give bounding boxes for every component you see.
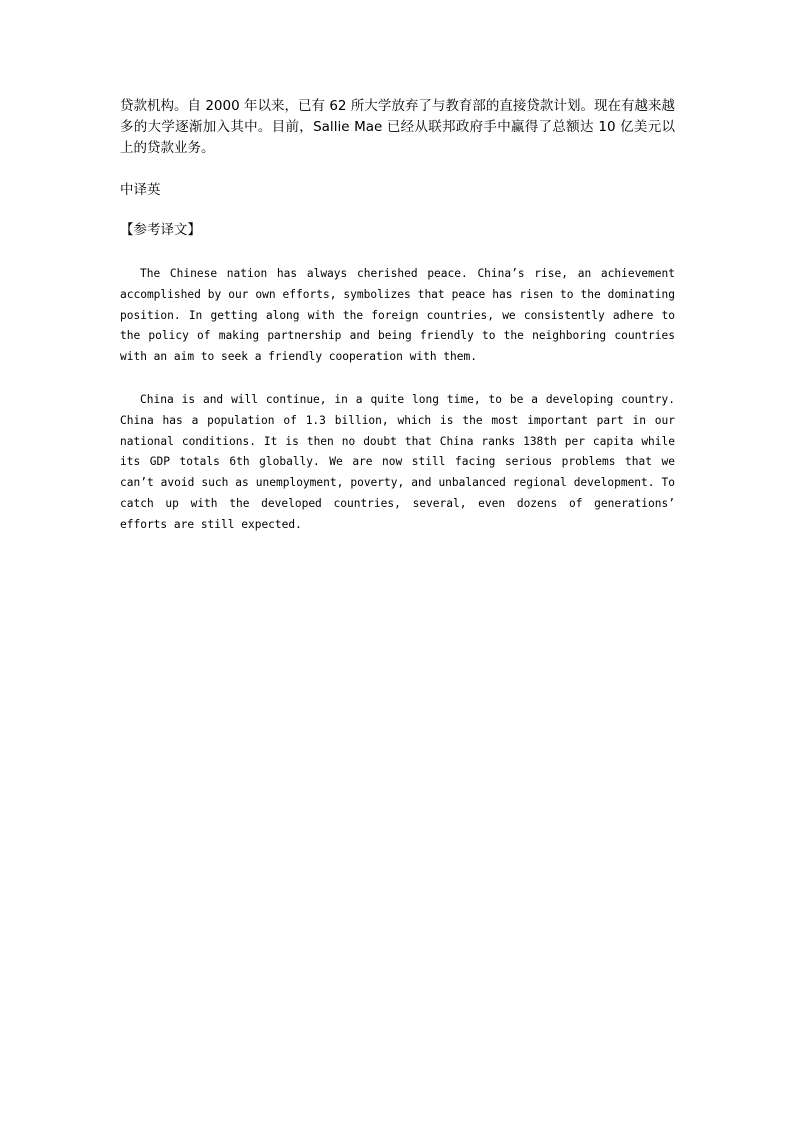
reference-translation-label: 【参考译文】: [120, 222, 201, 238]
translation-paragraph: China is and will continue, in a quite long time, to be a developing country. China has a population of 1.3 billion, which is the most important part in our national conditions. It is then no doubt that China ranks 138th per capita while its GDP totals 6th globally. We are now still facing serious problems that we can’t avoid such as unemployment, poverty, and unbalanced regional development. To catch up with the developed countries, several, even dozens of generations’ efforts are still expected.: [120, 393, 675, 531]
intro-paragraph: 贷款机构。自 2000 年以来，已有 62 所大学放弃了与教育部的直接贷款计划。现在有越来越多的大学逐渐加入其中。目前，Sallie Mae 已经从联邦政府手中赢得了总额达 10 亿美元以上的贷款业务。: [120, 98, 675, 156]
section-title: 中译英: [120, 182, 161, 198]
translation-paragraph: The Chinese nation has always cherished peace. China’s rise, an achievement accomplished by our own efforts, symbolizes that peace has risen to the dominating position. In getting along with the foreign countries, we consistently adhere to the policy of making partnership and being friendly to the neighboring countries with an aim to seek a friendly cooperation with them.: [120, 267, 675, 364]
